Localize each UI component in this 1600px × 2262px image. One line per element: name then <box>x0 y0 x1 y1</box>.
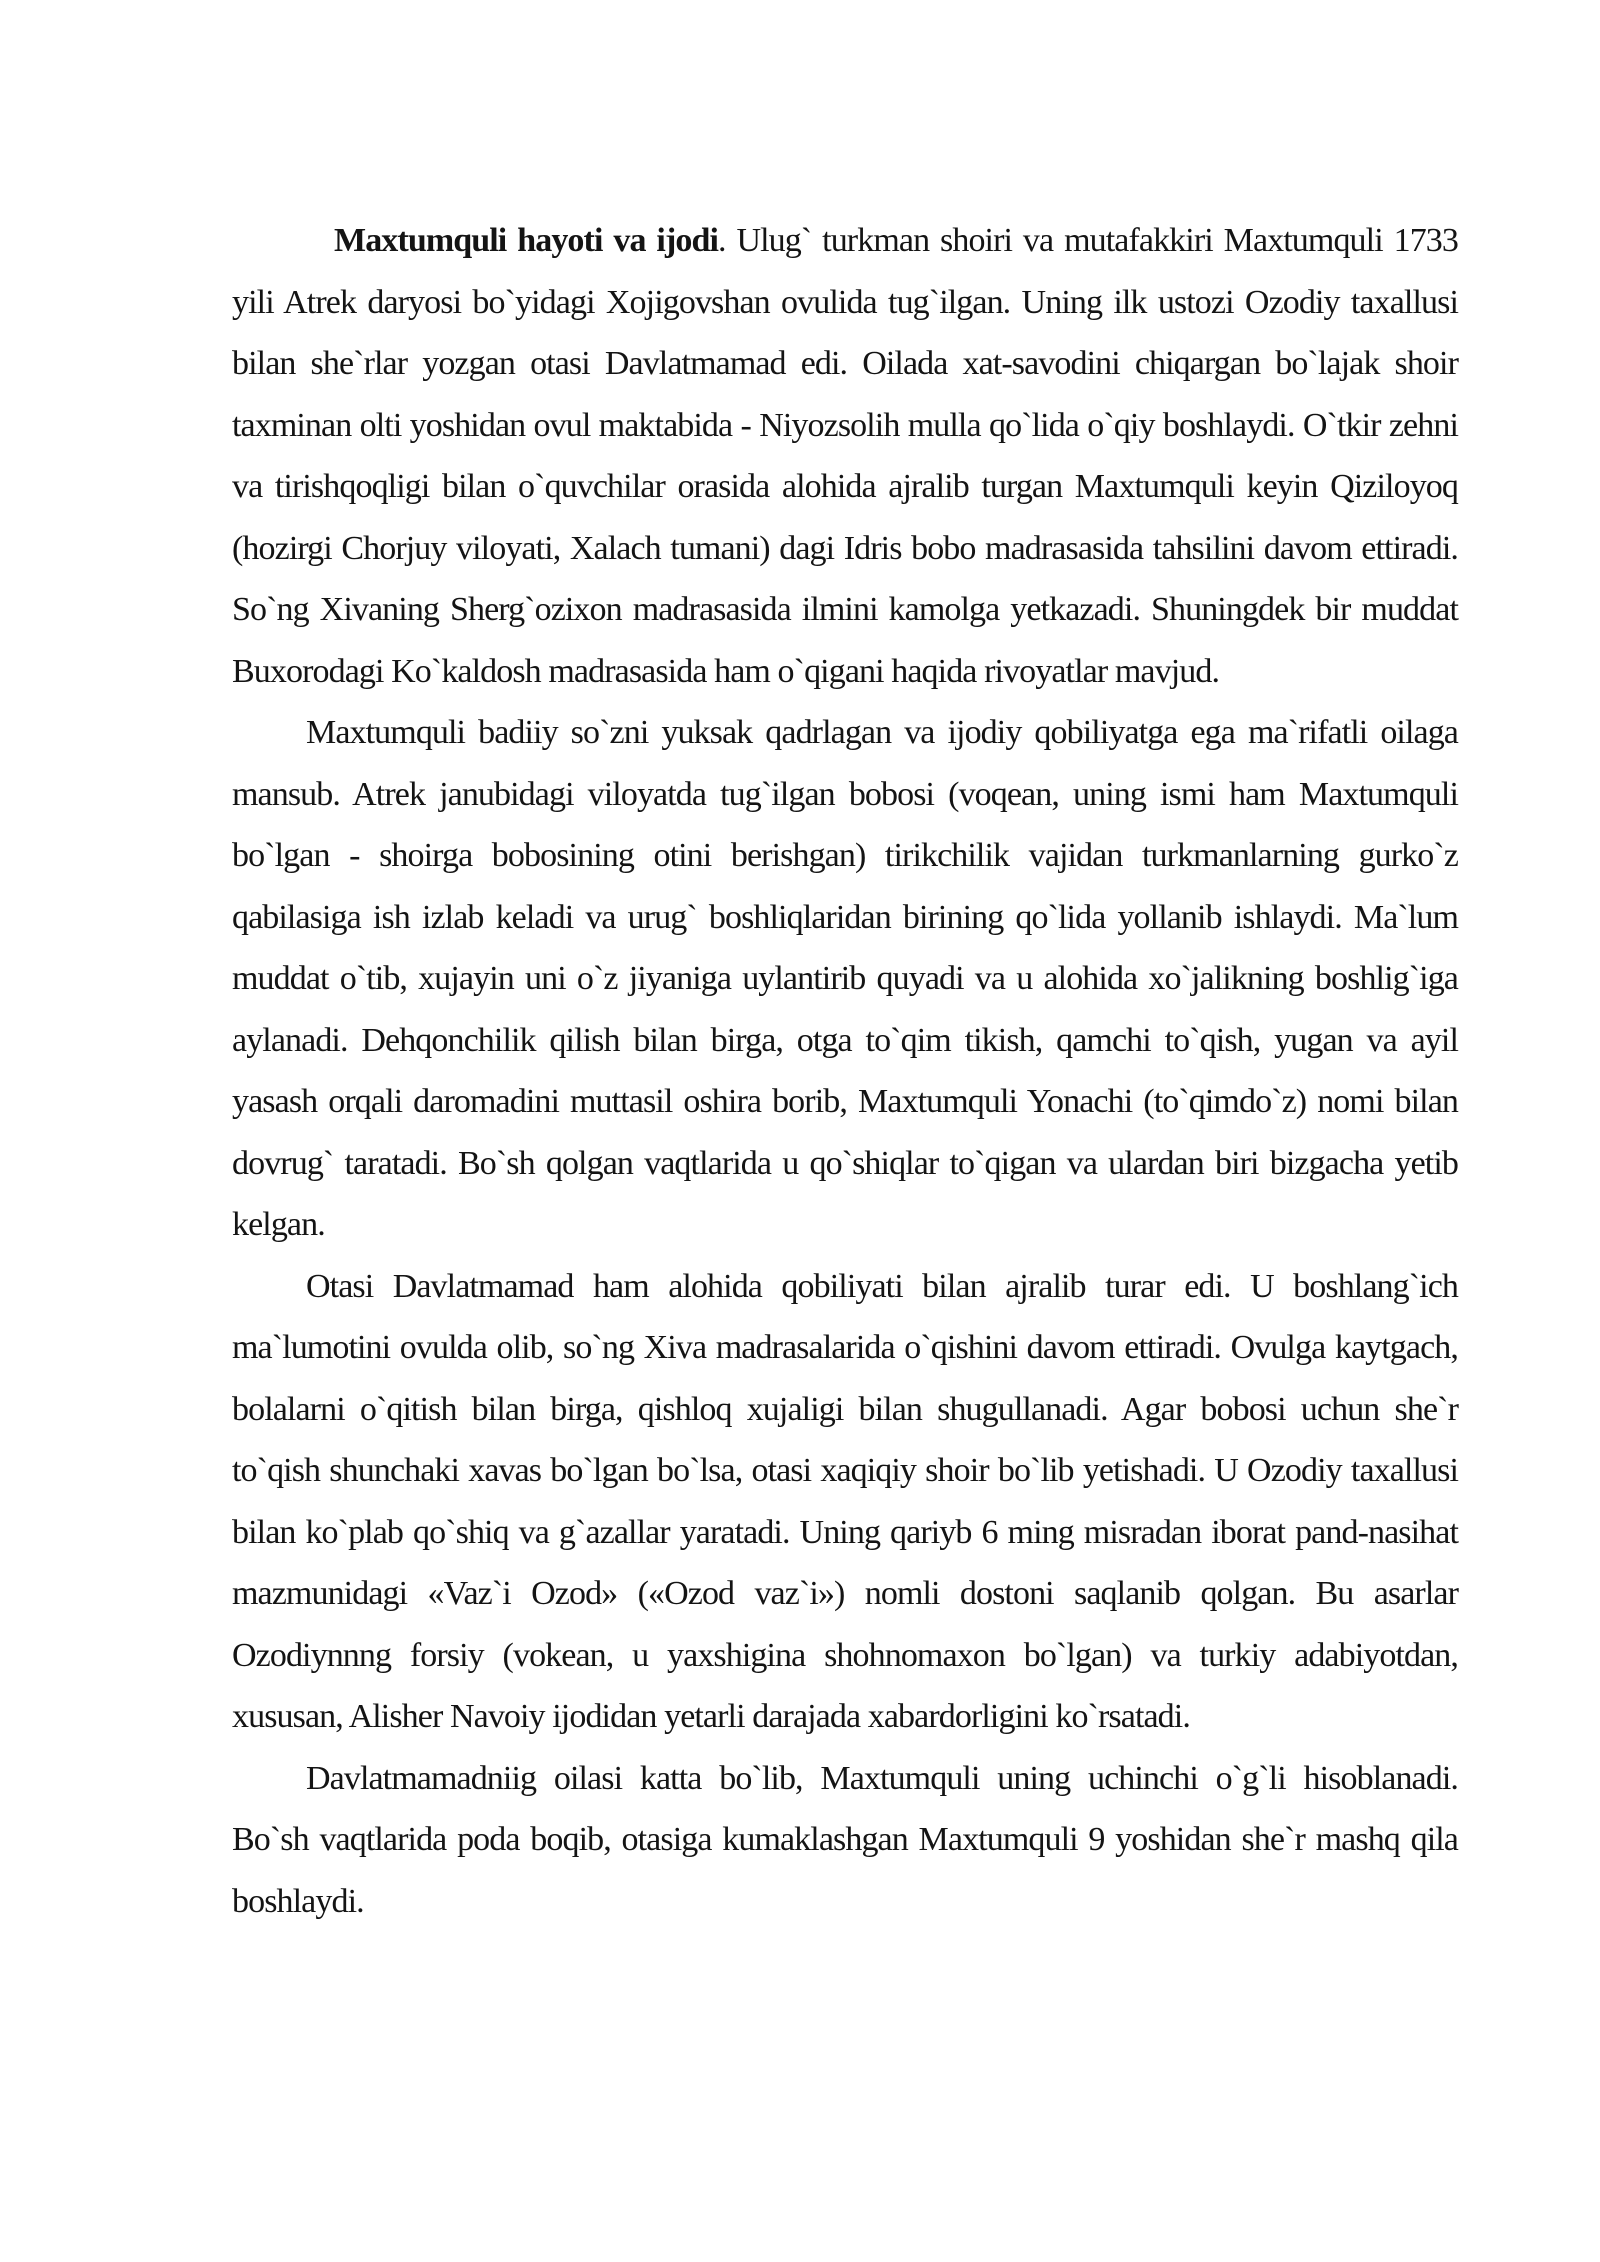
paragraph-3: Otasi Davlatmamad ham alohida qobiliyati bilan ajralib turar edi. U boshlang`ich ma`lumotini ovulda olib, so`ng Xiva madrasalarida o`qishini davom ettiradi. Ovulga kaytgach, bolalarni o`qitish bilan birga, qishloq xujaligi bilan shugullanadi. Agar bobosi uchun she`r to`qish shunchaki xavas bo`lgan bo`lsa, otasi xaqiqiy shoir bo`lib yetishadi. U Ozodiy taxallusi bilan ko`plab qo`shiq va g`azallar yaratadi. Uning qariyb 6 ming misradan iborat pand-nasihat mazmunidagi «Vaz`i Ozod» («Ozod vaz`i») nomli dostoni saqlanib qolgan. Bu asarlar Ozodiynnng forsiy (vokean, u yaxshigina shohnomaxon bo`lgan) va turkiy adabiyotdan, xususan, Alisher Navoiy ijodidan yetarli darajada xabardorligini ko`rsatadi. <box>232 1267 1458 1735</box>
document-page <box>232 210 1458 1932</box>
paragraph-4: Davlatmamadniig oilasi katta bo`lib, Maxtumquli uning uchinchi o`g`li hisoblanadi. Bo`sh vaqtlarida poda boqib, otasiga kumaklashgan Maxtumquli 9 yoshidan she`r mashq qila boshlaydi. <box>232 1759 1458 1920</box>
document-heading: Maxtumquli hayoti va ijodi <box>334 222 719 259</box>
paragraph-1-text: . Ulug` turkman shoiri va mutafakkiri Maxtumquli 1733 yili Atrek daryosi bo`yidagi Xojigovshan ovulida tug`ilgan. Uning ilk ustozi Ozodiy taxallusi bilan she`rlar yozgan otasi Davlatmamad edi. Oilada xat-savodini chiqargan bo`lajak shoir taxminan olti yoshidan ovul maktabida - Niyozsolih mulla qo`lida o`qiy boshlaydi. O`tkir zehni va tirishqoqligi bilan o`quvchilar orasida alohida ajralib turgan Maxtumquli keyin Qiziloyoq (hozirgi Chorjuy viloyati, Xalach tumani) dagi Idris bobo madrasasida tahsilini davom ettiradi. So`ng Xivaning Sherg`ozixon madrasasida ilmini kamolga yetkazadi. Shuningdek bir muddat Buxorodagi Ko`kaldosh madrasasida ham o`qigani haqida rivoyatlar mavjud. <box>232 222 1458 690</box>
paragraph-1 <box>232 210 1458 702</box>
paragraph-2: Maxtumquli badiiy so`zni yuksak qadrlagan va ijodiy qobiliyatga ega ma`rifatli oilaga mansub. Atrek janubidagi viloyatda tug`ilgan bobosi (voqean, uning ismi ham Maxtumquli bo`lgan - shoirga bobosining otini berishgan) tirikchilik vajidan turkmanlarning gurko`z qabilasiga ish izlab keladi va urug` boshliqlaridan birining qo`lida yollanib ishlaydi. Ma`lum muddat o`tib, xujayin uni o`z jiyaniga uylantirib quyadi va u alohida xo`jalikning boshlig`iga aylanadi. Dehqonchilik qilish bilan birga, otga to`qim tikish, qamchi to`qish, yugan va ayil yasash orqali daromadini muttasil oshira borib, Maxtumquli Yonachi (to`qimdo`z) nomi bilan dovrug` taratadi. Bo`sh qolgan vaqtlarida u qo`shiqlar to`qigan va ulardan biri bizgacha yetib kelgan. <box>232 714 1458 1243</box>
